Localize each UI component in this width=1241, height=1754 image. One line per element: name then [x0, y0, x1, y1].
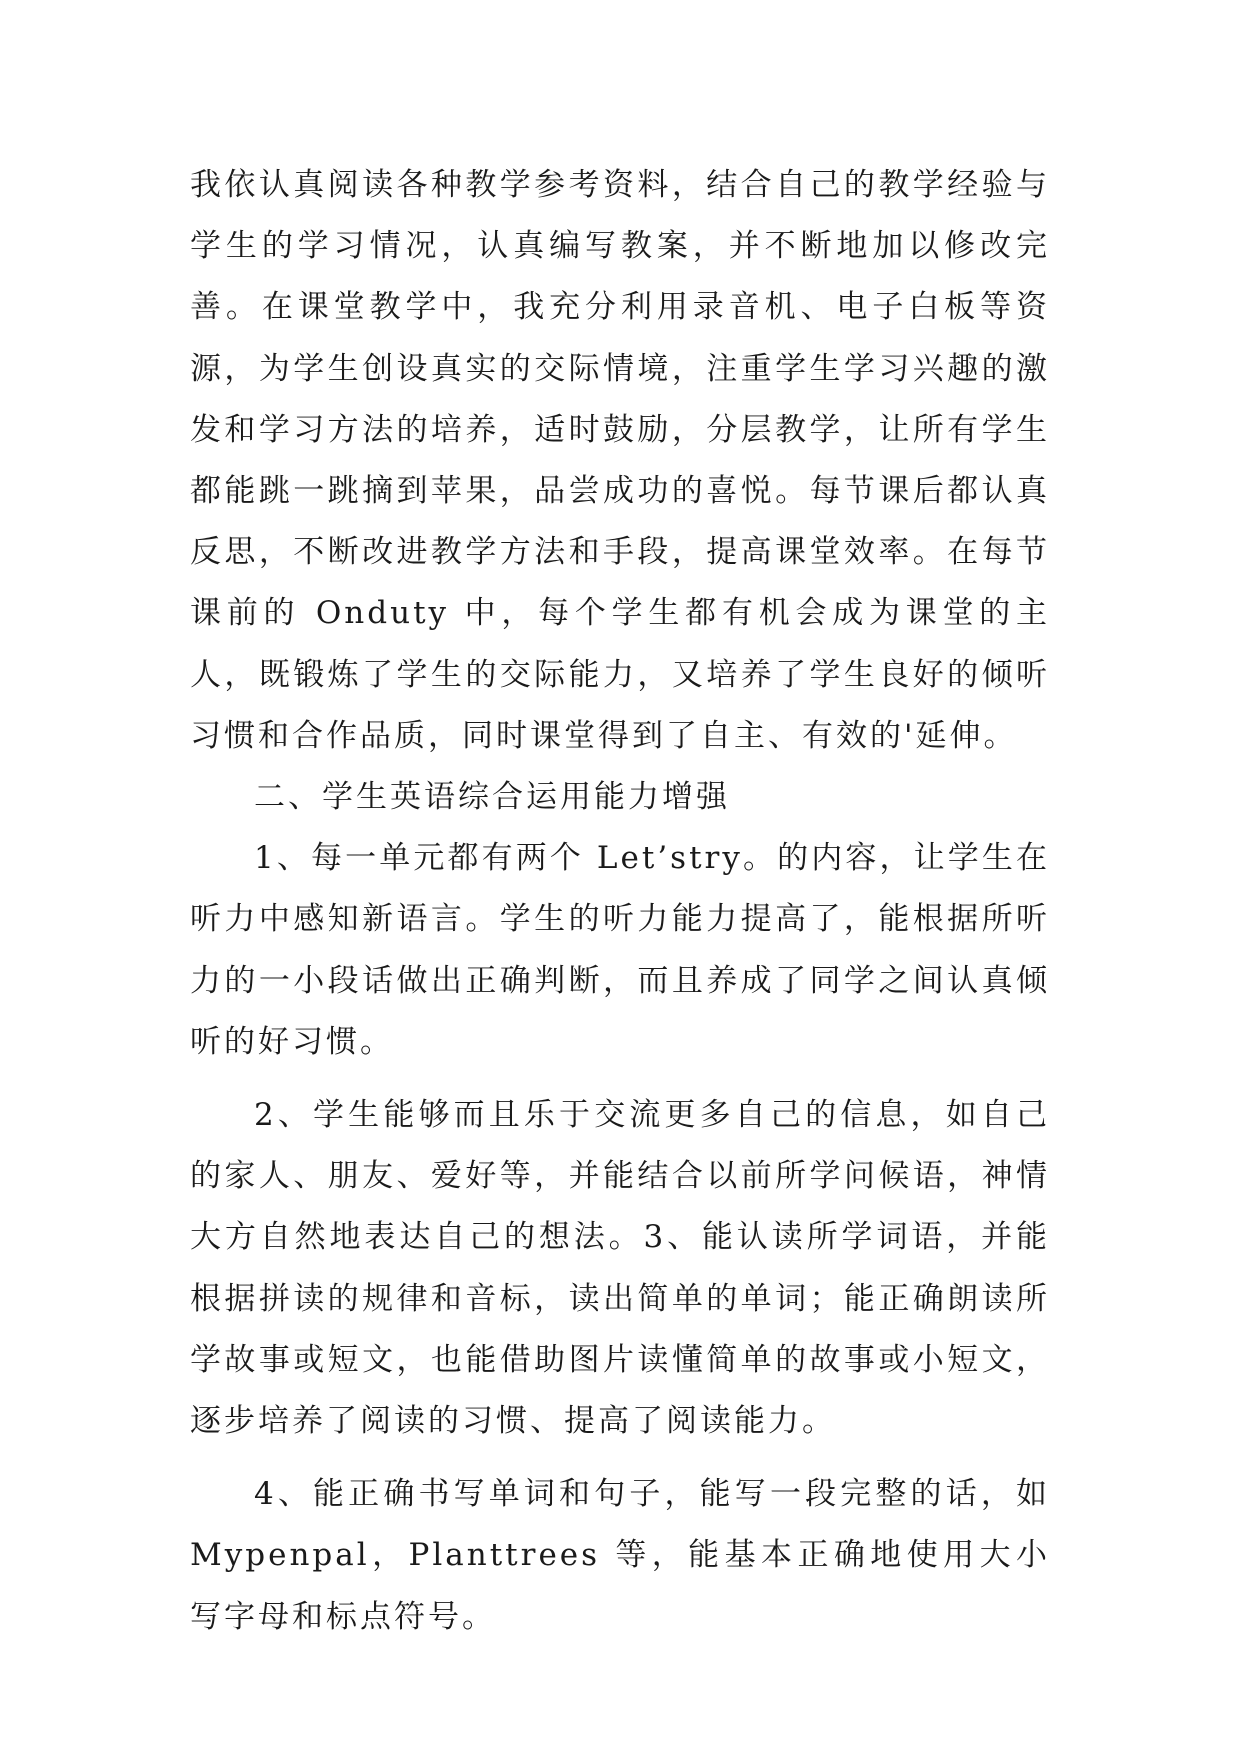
paragraph-teaching-practice: 我依认真阅读各种教学参考资料，结合自己的教学经验与学生的学习情况，认真编写教案，并不断地加以修改完善。在课堂教学中，我充分利用录音机、电子白板等资源，为学生创设真实的交际情境，注重学生学习兴趣的激发和学习方法的培养，适时鼓励，分层教学，让所有学生都能跳一跳摘到苹果，品尝成功的喜悦。每节课后都认真反思，不断改进教学方法和手段，提高课堂效率。在每节课前的 Onduty 中，每个学生都有机会成为课堂的主人，既锻炼了学生的交际能力，又培养了学生良好的倾听习惯和合作品质，同时课堂得到了自主、有效的'延伸。 [190, 167, 1050, 754]
section-heading-english-ability: 二、学生英语综合运用能力增强 [254, 779, 730, 816]
paragraph-speaking-reading: 2、学生能够而且乐于交流更多自己的信息，如自己的家人、朋友、爱好等，并能结合以前所学问候语，神情大方自然地表达自己的想法。3、能认读所学词语，并能根据拼读的规律和音标，读出简单的单词；能正确朗读所学故事或短文，也能借助图片读懂简单的故事或小短文，逐步培养了阅读的习惯、提高了阅读能力。 [190, 1097, 1050, 1440]
document-body [190, 155, 1050, 1648]
paragraph-listening: 1、每一单元都有两个 Let’stry。的内容，让学生在听力中感知新语言。学生的听力能力提高了，能根据所听力的一小段话做出正确判断，而且养成了同学之间认真倾听的好习惯。 [190, 840, 1050, 1060]
paragraph-writing: 4、能正确书写单词和句子，能写一段完整的话，如 Mypenpal，Planttrees 等，能基本正确地使用大小写字母和标点符号。 [190, 1476, 1050, 1635]
